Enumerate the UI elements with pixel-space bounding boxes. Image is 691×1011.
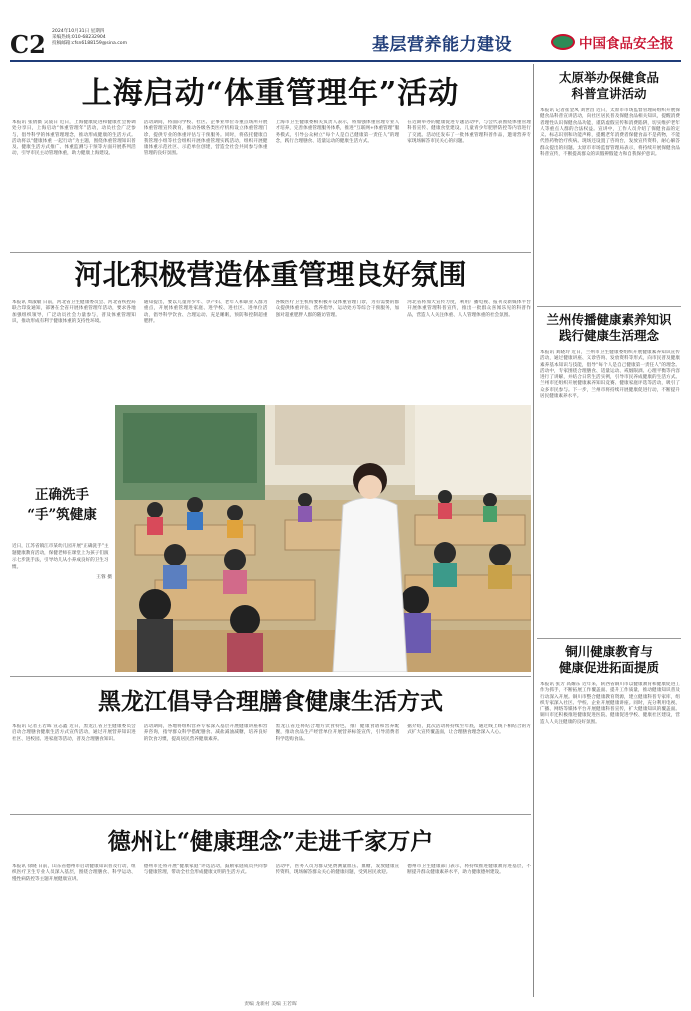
page-header <box>0 0 691 60</box>
email-line: 投稿邮箱:cfsn6188159@sina.com <box>52 41 128 46</box>
story3-col3: 黑龙江省还将结合地方饮食特色，推广健康食谱和营养配餐，推动食品生产经营单位开展营养标签宣传，引导消费者科学选购食品。 <box>275 724 400 742</box>
story4-col1: 本报讯 徐晓 日前，山东省德州市启动健康知识普及行动，组织医疗卫生专业人员深入基层，围绕合理膳食、科学运动、慢性病防控等主题开展健康宣讲。 <box>12 864 136 882</box>
caption-title-line1: 正确洗手 <box>35 487 89 503</box>
story2-col4: 河北省将加大宣传力度，利用广播电视、报刊及新媒体平台开展体重管理科普宣传，推出一批群众喜闻乐见的科普作品，营造人人关注体重、人人管理体重的社会氛围。 <box>407 300 531 318</box>
story1-headline: 上海启动“体重管理年”活动 <box>81 76 460 111</box>
story1-body <box>12 120 531 250</box>
story3-col4: 据介绍，此次活动将持续至年底，通过线上线下相结合的方式扩大宣传覆盖面，让合理膳食理念深入人心。 <box>407 724 531 736</box>
caption-author: 王蓉 摄 <box>96 575 112 580</box>
story2-col1: 本报讯 周淑敏 日前，河北省卫生健康委员会、河北省疾控局联合印发通知，部署在全省开展体重管理年活动，要求各地加强组织领导，广泛动员社会力量参与，普及体重管理知识，推动形成有利于健康体重的支持性环境。 <box>12 300 136 324</box>
logo-icon <box>551 34 575 50</box>
masthead-name: 中国食品安全报 <box>579 36 674 52</box>
story1-col3: 上海市卫生健康委相关负责人表示，将加强体重管理专业人才培养，完善体重管理服务体系，推进“互联网+体重管理”服务模式，引导公众树立“每个人是自己健康第一责任人”的理念，践行合理膳食、适量运动的健康生活方式。 <box>275 120 400 144</box>
divider <box>10 814 531 815</box>
right2-body: 本报讯 刘晓玲 近日，兰州市卫生健康委组织开展健康素养知识宣传活动，通过健康讲座、义诊咨询、发放资料等形式，向市民普及健康素养基本知识与技能，倡导“每个人是自己健康第一责任人”的理念。活动中，专家围绕合理膳食、适量运动、戒烟限酒、心理平衡等内容进行了讲解，并结合日常生活实例，引导市民养成健康的生活方式。兰州市还组织开展健康素养知识竞赛、健康家庭评选等活动，吸引了众多市民参与。下一步，兰州市将持续开展健康促进行动，不断提升居民健康素养水平。 <box>540 350 680 400</box>
story2-headline: 河北积极营造体重管理良好氛围 <box>74 258 467 291</box>
story1-col2: 活动期间，将面向学校、社区、企事业单位等重点场所开展体重管理宣传教育，推动各级各类医疗机构设立体重管理门诊，提供专业的体重评估与干预服务。同时，将依托健康自我管理小组等社会组织开展体重管理实践活动，组织开展健康体重示范社区、示范单位创建，营造全社会共同参与体重管理的良好氛围。 <box>143 120 268 157</box>
right3-body: 本报讯 张芳 高耀东 近年来，陕西省铜川市以健康教育和健康促进工作为抓手，不断拓展工作覆盖面、提升工作质量，推动健康知识普及行动深入开展。铜川市整合健康教育资源，建立健康科普专家库，组织专家深入社区、学校、企业开展健康讲座。同时，充分利用电视、广播、网络等媒体平台开展健康科普宣传，扩大健康知识的覆盖面。铜川市还积极推进健康促进医院、健康促进学校、健康社区建设，营造人人关注健康的良好氛围。 <box>540 682 680 725</box>
photo-caption <box>12 485 112 580</box>
story3-body <box>12 724 531 810</box>
story4-col4: 德州市卫生健康部门表示，将持续推进健康教育进基层，不断提升群众健康素养水平，助力健康德州建设。 <box>407 864 531 876</box>
section-title: 基层营养能力建设 <box>372 35 512 55</box>
phone-line: 采编热线:010-68232904 <box>52 35 106 40</box>
story3-col2: 活动期间，各地将组织营养专家深入基层开展健康讲座和营养咨询，指导群众科学搭配膳食、减盐减油减糖，培养良好的饮食习惯，提高居民营养健康素养。 <box>143 724 268 742</box>
story1-col4: 在近期举办的健康促进专题活动中，与会代表围绕体重管理科普宣传、健康食堂建设、儿童青少年肥胖防控等内容进行了交流。活动还发布了一批体重管理科普作品，邀请营养专家现场解答市民关心的问题。 <box>407 120 531 144</box>
story1-col1: 本报讯 张倩薇 吴骁日 近日，上海健康促进和健康社会协调处分享日，上海启动“体重管理年”活动，动员社会广泛参与，倡导科学的体重管理理念，推动形成健康的生活方式。活动将以“健康体重 一起行动”为主题，围绕体重管理知识普及、健康生活方式推广、体重监测与干预等方面开展系列活动，引导市民主动管理体重，助力健康上海建设。 <box>12 120 136 157</box>
divider <box>10 252 531 253</box>
right1-headline-line2: 科普宣讲活动 <box>571 86 647 101</box>
story3-headline: 黑龙江倡导合理膳食健康生活方式 <box>98 688 443 715</box>
right1-body: 本报讯 记者崔金凤 刘世昌 近日，太原市市场监督管理局组织开展保健食品科普宣讲活动，向社区居民普及保健食品相关知识，提醒消费者理性认识保健食品功能，谨防虚假宣传和消费陷阱，切实维护老年人等重点人群的合法权益。宣讲中，工作人员介绍了保健食品的定义、标志识别和功能声称，提醒老年消费者保健食品不是药物，不能代替药物治疗疾病。现场还设置了咨询台，发放宣传资料，耐心解答群众提出的问题。太原市市场监督管理局表示，将持续开展保健食品科普宣传，不断提高群众的识假辨假能力和自我保护意识。 <box>540 108 680 158</box>
divider <box>10 676 531 677</box>
header-rule <box>10 60 681 62</box>
column-divider <box>533 64 534 997</box>
story4-col3: 活动中，医务人员为群众免费测量血压、血糖，发放健康宣传资料，现场解答群众关心的健康问题，受到居民欢迎。 <box>275 864 400 876</box>
classroom-illustration <box>115 405 531 672</box>
right2-headline-line2: 践行健康生活理念 <box>558 328 659 343</box>
caption-title-line2: “手”筑健康 <box>27 507 97 523</box>
story4-col2: 德州市还将开展“健康家庭”评选活动，鼓励家庭成员共同参与健康管理，带动全社会形成健康文明的生活方式。 <box>143 864 268 876</box>
right3-headline-line2: 健康促进拓面提质 <box>558 660 659 675</box>
right2-headline-line1: 兰州传播健康素养知识 <box>546 312 672 327</box>
story2-body <box>12 300 531 398</box>
right3-headline-line1: 铜川健康教育与 <box>565 644 653 659</box>
classroom-photo <box>115 405 531 672</box>
caption-text: 近日，江苏省镇江市某幼儿园开展“正确洗手”主题健康教育活动，保健老师在课堂上为孩子们演示七步洗手法，引导幼儿从小养成良好的卫生习惯。 <box>12 544 109 570</box>
story3-col1: 本报讯 记者王若晖 宣志鑫 近日，黑龙江省卫生健康委员会启动合理膳食健康生活方式宣传活动，通过开展营养知识进社区、进校园、进家庭等活动，普及合理膳食知识。 <box>12 724 136 742</box>
publication-meta <box>52 29 127 47</box>
story4-headline: 德州让“健康理念”走进千家万户 <box>107 828 434 855</box>
story2-col2: 通知提出，要以儿童青少年、孕产妇、老年人和职业人群为重点，开展体重管理进家庭、进学校、进社区、进单位活动，倡导科学饮食、合理运动、充足睡眠，预防和控制超重肥胖。 <box>143 300 268 324</box>
divider <box>537 306 681 307</box>
page-footer: 责编 龙新村 美编 王若晖 <box>244 1002 297 1007</box>
divider <box>537 638 681 639</box>
right1-headline <box>537 70 681 102</box>
right3-headline <box>537 644 681 676</box>
date-line: 2024年10月31日 星期四 <box>52 29 105 34</box>
page-number: C2 <box>10 30 46 59</box>
right1-headline-line1: 太原举办保健食品 <box>558 70 659 85</box>
right2-headline <box>537 312 681 344</box>
masthead-logo <box>551 32 674 52</box>
story2-col3: 各级医疗卫生机构要积极开设体重管理门诊，为有需要的群众提供体重评估、营养指导、运动处方等综合干预服务，加强对超重肥胖人群的随访管理。 <box>275 300 400 318</box>
story4-body <box>12 864 531 994</box>
